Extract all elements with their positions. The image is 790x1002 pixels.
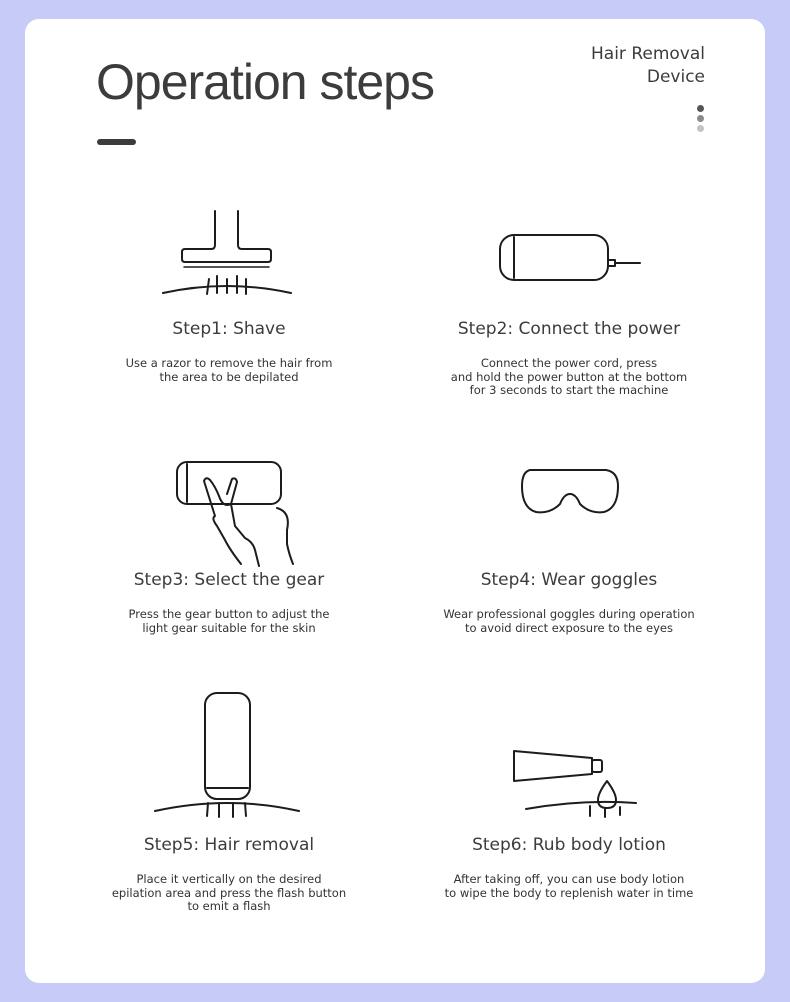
step-description: Place it vertically on the desired epilation area and press the flash button to emit a flash — [111, 872, 347, 913]
brand-line-2: Device — [646, 67, 705, 87]
brand-line-1: Hair Removal — [591, 44, 705, 64]
step-description: Connect the power cord, press and hold the power button at the bottom for 3 seconds to start the machine — [450, 356, 688, 397]
page-indicator — [697, 105, 705, 135]
device-on-skin-icon — [153, 691, 303, 821]
step-title: Step6: Rub body lotion — [472, 835, 666, 855]
power-cord-icon — [498, 233, 643, 283]
title-underline — [97, 139, 136, 145]
brand-label — [591, 43, 705, 89]
lotion-tube-icon — [512, 747, 637, 819]
goggles-icon — [520, 468, 620, 516]
indicator-dot — [697, 105, 704, 112]
step-2 — [409, 319, 729, 398]
step-description: Wear professional goggles during operation to avoid direct exposure to the eyes — [443, 607, 695, 635]
step-title: Step2: Connect the power — [457, 319, 681, 339]
finger-press-icon — [175, 460, 295, 568]
step-title: Step3: Select the gear — [133, 570, 325, 590]
step-description: Press the gear button to adjust the light gear suitable for the skin — [128, 607, 330, 635]
indicator-dot — [697, 125, 704, 132]
step-5 — [69, 835, 389, 914]
step-4 — [409, 570, 729, 635]
step-title: Step5: Hair removal — [143, 835, 315, 855]
indicator-dot — [697, 115, 704, 122]
step-1 — [69, 319, 389, 384]
content-card — [25, 19, 765, 983]
page-title: Operation steps — [96, 54, 434, 110]
razor-icon — [160, 209, 295, 299]
step-6 — [409, 835, 729, 900]
step-title: Step1: Shave — [172, 319, 286, 339]
step-description: After taking off, you can use body lotion to wipe the body to replenish water in time — [444, 872, 694, 900]
step-3 — [69, 570, 389, 635]
step-description: Use a razor to remove the hair from the area to be depilated — [125, 356, 333, 384]
step-title: Step4: Wear goggles — [480, 570, 658, 590]
